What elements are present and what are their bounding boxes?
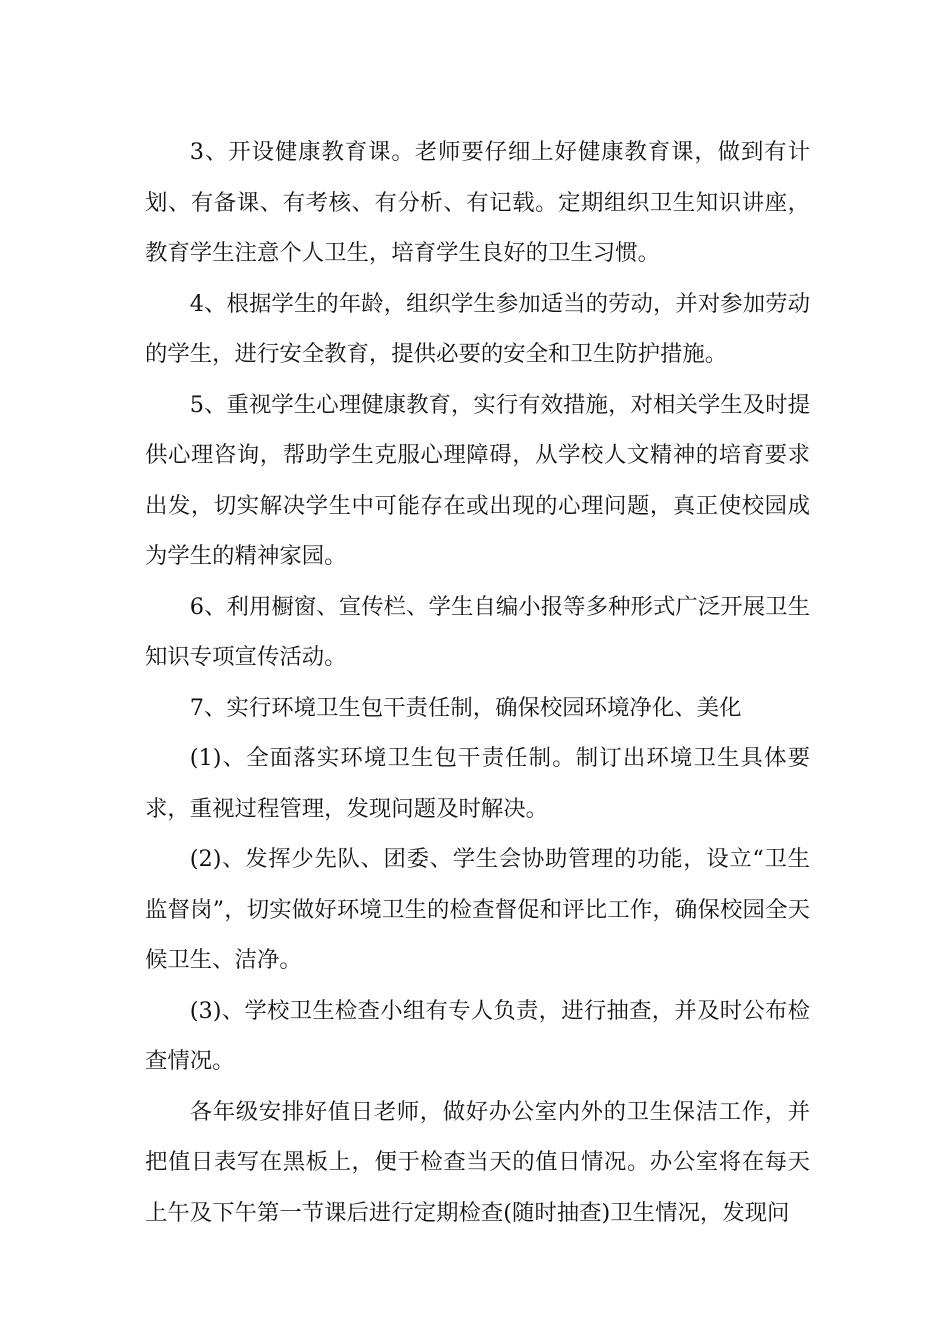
document-body (145, 127, 810, 1238)
paragraph-item-2: (2)、发挥少先队、团委、学生会协助管理的功能，设立“卫生监督岗”，切实做好环境卫生的检查督促和评比工作，确保校园全天候卫生、洁净。 (145, 846, 810, 973)
paragraph-student-labor: 4、根据学生的年龄，组织学生参加适当的劳动，并对参加劳动的学生，进行安全教育，提供必要的安全和卫生防护措施。 (145, 290, 810, 367)
paragraph-item-3: (3)、学校卫生检查小组有专人负责，进行抽查，并及时公布检查情况。 (145, 997, 810, 1074)
paragraph-health-education-class: 3、开设健康教育课。老师要仔细上好健康教育课，做到有计划、有备课、有考核、有分析、有记载。定期组织卫生知识讲座，教育学生注意个人卫生，培育学生良好的卫生习惯。 (145, 139, 810, 266)
paragraph-mental-health: 5、重视学生心理健康教育，实行有效措施，对相关学生及时提供心理咨询，帮助学生克服心理障碍，从学校人文精神的培育要求出发，切实解决学生中可能存在或出现的心理问题，真正使校园成为学生的精神家园。 (145, 391, 810, 569)
paragraph-item-1: (1)、全面落实环境卫生包干责任制。制订出环境卫生具体要求，重视过程管理，发现问题及时解决。 (145, 745, 810, 822)
paragraph-publicity: 6、利用橱窗、宣传栏、学生自编小报等多种形式广泛开展卫生知识专项宣传活动。 (145, 593, 810, 670)
paragraph-environment-responsibility: 7、实行环境卫生包干责任制，确保校园环境净化、美化 (189, 694, 742, 721)
paragraph-duty-teachers: 各年级安排好值日老师，做好办公室内外的卫生保洁工作，并把值日表写在黑板上，便于检查当天的值日情况。办公室将在每天上午及下午第一节课后进行定期检查(随时抽查)卫生情况，发现问 (145, 1098, 810, 1226)
